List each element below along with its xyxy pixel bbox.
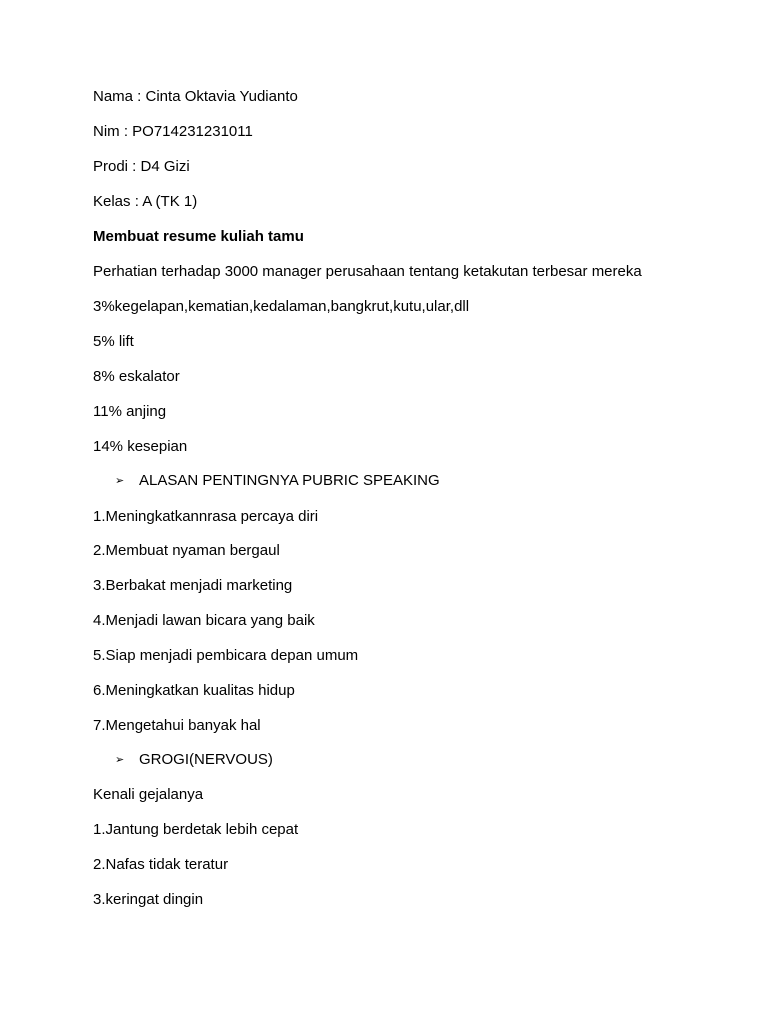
fear-item: 11% anjing <box>93 403 167 420</box>
list-item: 4.Menjadi lawan bicara yang baik <box>93 612 315 629</box>
list-item: 7.Mengetahui banyak hal <box>93 717 261 734</box>
section-heading-label: ALASAN PENTINGNYA PUBRIC SPEAKING <box>139 472 440 489</box>
list-item: 2.Nafas tidak teratur <box>93 856 229 873</box>
fear-item: 5% lift <box>93 333 134 350</box>
section-heading-grogi <box>115 751 273 769</box>
list-item: 3.keringat dingin <box>93 891 204 908</box>
list-item: 1.Meningkatkannrasa percaya diri <box>93 508 319 525</box>
list-item: 1.Jantung berdetak lebih cepat <box>93 821 299 838</box>
student-nim: Nim : PO714231231011 <box>93 123 253 140</box>
list-item: 2.Membuat nyaman bergaul <box>93 542 280 559</box>
arrow-bullet-icon: ➢ <box>115 475 125 487</box>
fear-item: 8% eskalator <box>93 368 180 385</box>
document-title: Membuat resume kuliah tamu <box>93 228 304 245</box>
list-item: 5.Siap menjadi pembicara depan umum <box>93 647 359 664</box>
section-subheading: Kenali gejalanya <box>93 786 204 803</box>
list-item: 3.Berbakat menjadi marketing <box>93 577 293 594</box>
arrow-bullet-icon: ➢ <box>115 754 125 766</box>
section-heading-public-speaking <box>115 472 440 490</box>
student-name: Nama : Cinta Oktavia Yudianto <box>93 88 298 105</box>
intro-paragraph: Perhatian terhadap 3000 manager perusahaan tentang ketakutan terbesar mereka <box>93 263 642 280</box>
section-heading-label: GROGI(NERVOUS) <box>139 751 273 768</box>
student-prodi: Prodi : D4 Gizi <box>93 158 190 175</box>
fear-item: 14% kesepian <box>93 438 188 455</box>
student-kelas: Kelas : A (TK 1) <box>93 193 198 210</box>
fear-item: 3%kegelapan,kematian,kedalaman,bangkrut,kutu,ular,dll <box>93 298 470 315</box>
list-item: 6.Meningkatkan kualitas hidup <box>93 682 295 699</box>
